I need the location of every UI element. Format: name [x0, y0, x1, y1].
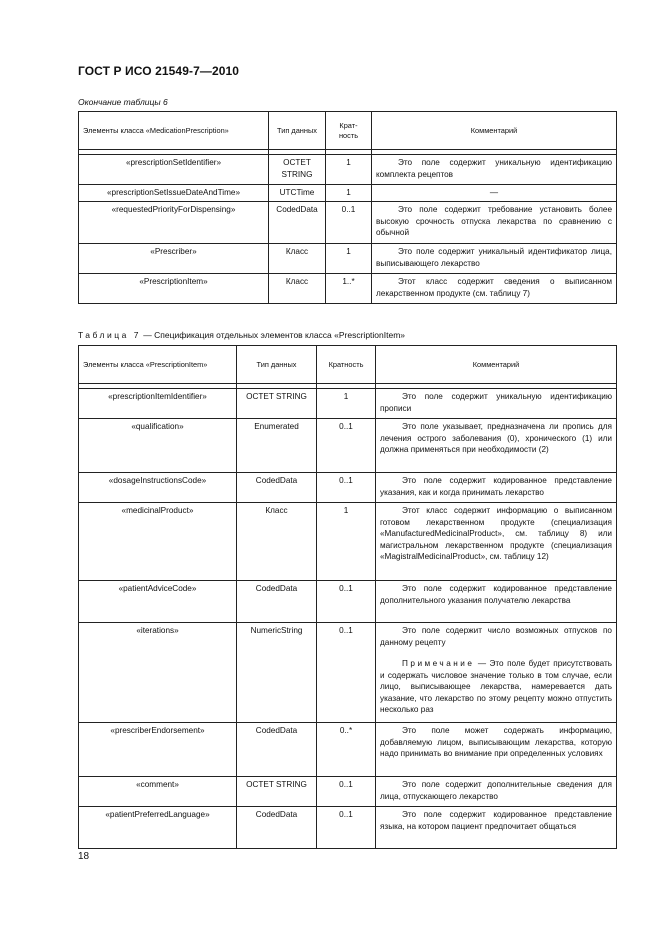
page-number: 18	[78, 851, 90, 862]
cell-element: «prescriberEndorsement»	[79, 723, 237, 777]
cell-multiplicity: 1	[326, 244, 372, 274]
table7-caption-label: Таблица 7	[78, 330, 141, 340]
cell-type: OCTET STRING	[237, 389, 317, 419]
document-title: ГОСТ Р ИСО 21549-7—2010	[78, 64, 240, 78]
table6-header-multiplicity: Крат-ность	[326, 112, 372, 150]
table7-caption	[78, 330, 405, 340]
cell-multiplicity: 0..1	[326, 202, 372, 244]
cell-multiplicity: 0..*	[317, 723, 376, 777]
cell-comment	[376, 623, 617, 723]
cell-comment	[372, 274, 617, 304]
table6-header-elements: Элементы класса «MedicationPrescription»	[79, 112, 269, 150]
table-row	[79, 244, 617, 274]
cell-comment	[376, 389, 617, 419]
cell-comment	[376, 503, 617, 581]
table-row	[79, 419, 617, 473]
cell-comment	[372, 244, 617, 274]
cell-element: «dosageInstructionsCode»	[79, 473, 237, 503]
cell-comment	[372, 155, 617, 185]
cell-multiplicity: 1	[317, 503, 376, 581]
table7-caption-text: — Спецификация отдельных элементов класса «PrescriptionItem»	[140, 330, 406, 340]
comment-text: Это поле может содержать информацию, добавляемую лицом, выписывающим лекарства, которую надо принимать во внимание при определенных условиях	[380, 726, 612, 758]
cell-multiplicity: 0..1	[317, 623, 376, 723]
comment-text: Это поле содержит требование установить более высокую срочность отпуска лекарства по сравнению с обычной	[376, 205, 612, 237]
comment-text: Этот класс содержит информацию о выписанном готовом лекарственном продукте (специализация «ManufacturedMedicinalProduct», см. таблицу 8) или магистральном лекарственном продукте (специализация «MagistralMedicinalProduct», см. таблицу 12)	[380, 506, 612, 561]
table6-header-type: Тип данных	[269, 112, 326, 150]
cell-element: «prescriptionSetIdentifier»	[79, 155, 269, 185]
table-row	[79, 473, 617, 503]
comment-text: Это поле содержит уникальную идентификацию комплекта рецептов	[376, 158, 612, 179]
cell-element: «medicinalProduct»	[79, 503, 237, 581]
cell-element: «PrescriptionItem»	[79, 274, 269, 304]
cell-element: «prescriptionItemIdentifier»	[79, 389, 237, 419]
note-label: Примечание	[402, 659, 475, 668]
cell-element: «prescriptionSetIssueDateAndTime»	[79, 185, 269, 202]
comment-text: Это поле содержит уникальный идентификатор лица, выписывающего лекарство	[376, 247, 612, 268]
cell-multiplicity: 1..*	[326, 274, 372, 304]
cell-element: «qualification»	[79, 419, 237, 473]
cell-multiplicity: 0..1	[317, 419, 376, 473]
cell-multiplicity: 0..1	[317, 807, 376, 849]
table-row	[79, 503, 617, 581]
cell-element: «comment»	[79, 777, 237, 807]
cell-type: NumericString	[237, 623, 317, 723]
cell-multiplicity: 1	[326, 185, 372, 202]
cell-multiplicity: 1	[317, 389, 376, 419]
table7-header-multiplicity: Кратность	[317, 346, 376, 384]
comment-text: Это поле содержит кодированное представление дополнительного указания получателю лекарства	[380, 584, 612, 605]
table7-header-comment: Комментарий	[376, 346, 617, 384]
cell-comment	[376, 419, 617, 473]
cell-multiplicity: 0..1	[317, 581, 376, 623]
table-row	[79, 807, 617, 849]
cell-multiplicity: 0..1	[317, 473, 376, 503]
cell-type: CodedData	[269, 202, 326, 244]
cell-type: OCTET STRING	[269, 155, 326, 185]
table-row	[79, 623, 617, 723]
comment-text: Это поле содержит дополнительные сведения для лица, отпускающего лекарство	[380, 780, 612, 801]
note-body: — Это поле будет присутствовать и содержать числовое значение только в том случае, если лицо, выписывающее лекарства, намеревается дать указание, что лекарство по этому рецепту можно отпустить несколько раз	[380, 659, 612, 714]
table-row	[79, 581, 617, 623]
table-row	[79, 389, 617, 419]
cell-comment	[376, 473, 617, 503]
cell-type: UTCTime	[269, 185, 326, 202]
cell-comment	[376, 807, 617, 849]
table6-caption: Окончание таблицы 6	[78, 97, 168, 107]
table7-header-type: Тип данных	[237, 346, 317, 384]
comment-text: Это поле содержит уникальную идентификацию прописи	[380, 392, 612, 413]
cell-comment	[376, 723, 617, 777]
table-row	[79, 155, 617, 185]
cell-element: «Prescriber»	[79, 244, 269, 274]
cell-type: Класс	[269, 244, 326, 274]
table6	[78, 111, 617, 304]
table6-header-comment: Комментарий	[372, 112, 617, 150]
table-row	[79, 202, 617, 244]
cell-type: CodedData	[237, 723, 317, 777]
comment-text: Это поле содержит кодированное представление указания, как и когда принимать лекарство	[380, 476, 612, 497]
cell-multiplicity: 1	[326, 155, 372, 185]
cell-comment	[376, 581, 617, 623]
cell-element: «patientAdviceCode»	[79, 581, 237, 623]
cell-comment: —	[372, 185, 617, 202]
cell-type: CodedData	[237, 581, 317, 623]
cell-element: «patientPreferredLanguage»	[79, 807, 237, 849]
cell-element: «requestedPriorityForDispensing»	[79, 202, 269, 244]
comment-text: Это поле содержит число возможных отпусков по данному рецепту	[380, 626, 612, 647]
table-row	[79, 777, 617, 807]
cell-type: CodedData	[237, 807, 317, 849]
cell-comment	[372, 202, 617, 244]
cell-type: Enumerated	[237, 419, 317, 473]
note-text	[380, 658, 612, 716]
cell-comment	[376, 777, 617, 807]
comment-text: Это поле указывает, предназначена ли пропись для лечения острого заболевания (0), хронического (1) или должна применяться при необходимости (2)	[380, 422, 612, 454]
table-row	[79, 185, 617, 202]
cell-type: CodedData	[237, 473, 317, 503]
table7-header-elements: Элементы класса «PrescriptionItem»	[79, 346, 237, 384]
comment-text: Этот класс содержит сведения о выписанном лекарственном продукте (см. таблицу 7)	[376, 277, 612, 298]
cell-type: OCTET STRING	[237, 777, 317, 807]
table7	[78, 345, 617, 849]
table-row	[79, 723, 617, 777]
cell-multiplicity: 0..1	[317, 777, 376, 807]
comment-text: Это поле содержит кодированное представление языка, на котором пациент предпочитает общаться	[380, 810, 612, 831]
cell-element: «iterations»	[79, 623, 237, 723]
cell-type: Класс	[237, 503, 317, 581]
table-row	[79, 274, 617, 304]
cell-type: Класс	[269, 274, 326, 304]
